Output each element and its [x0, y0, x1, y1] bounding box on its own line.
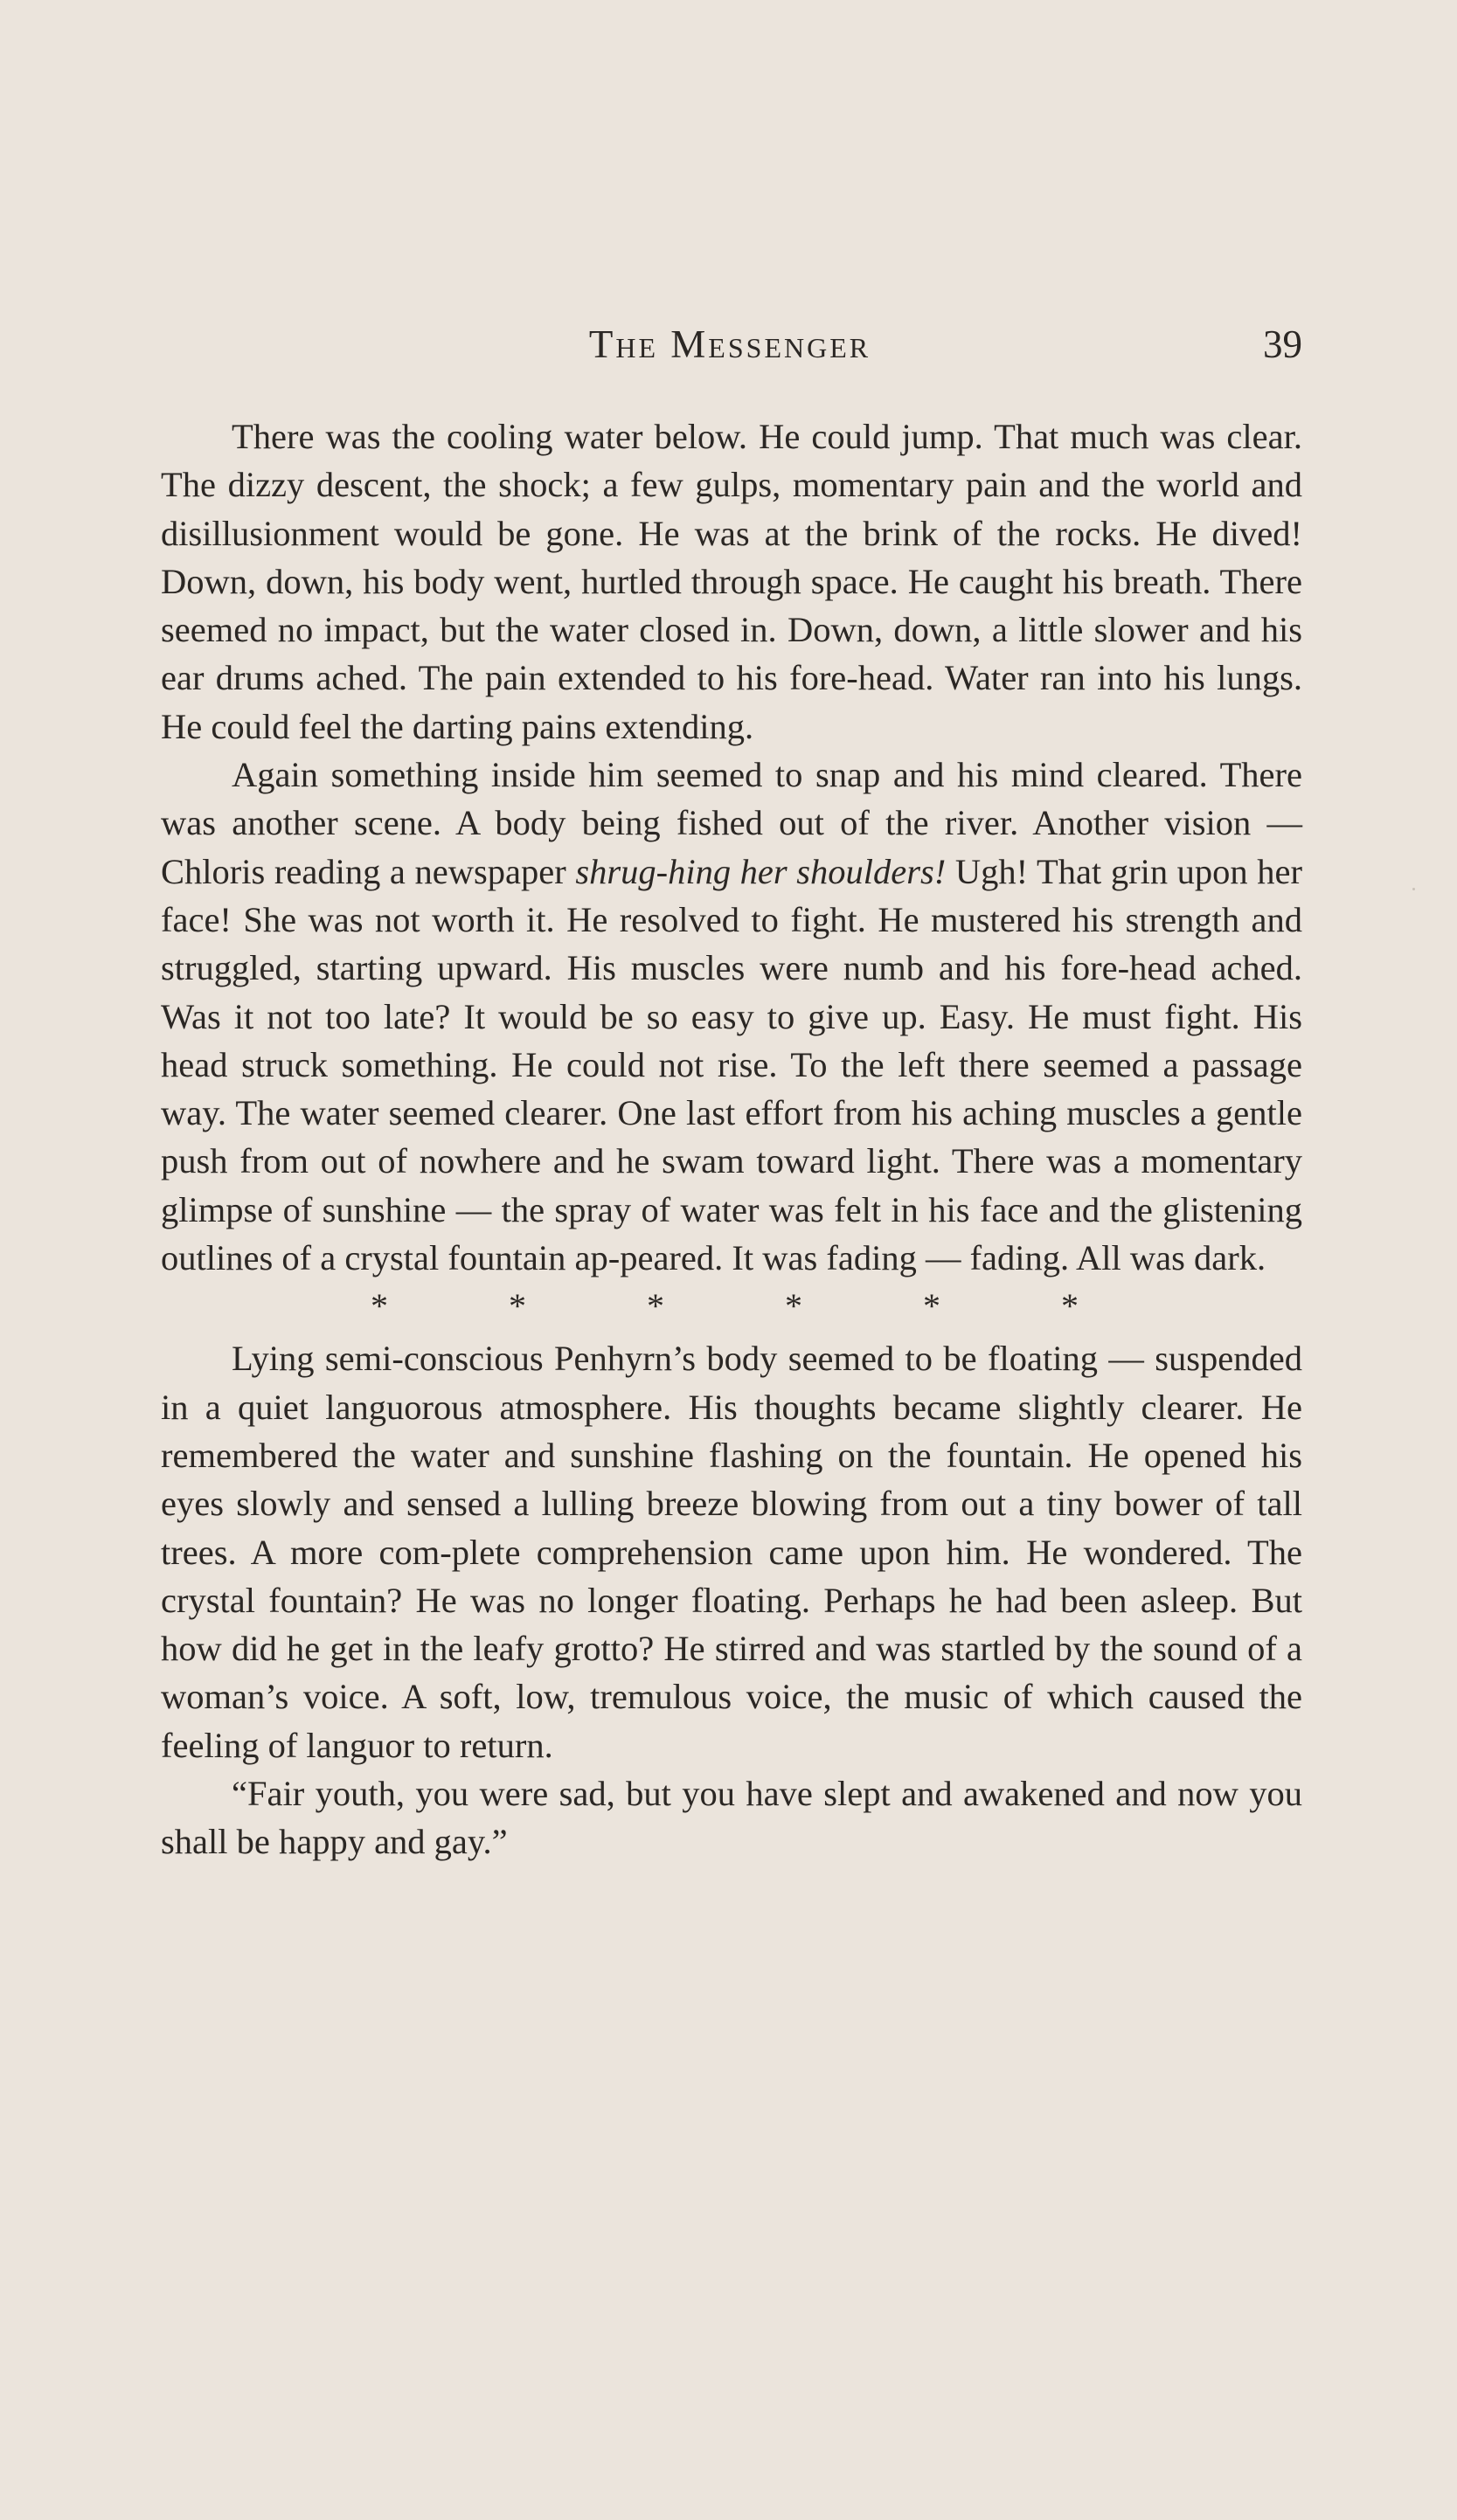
paragraph-1: There was the cooling water below. He could jump. That much was clear. The dizzy descent, the shock; a few gulps, momentary pain and the world and disillusionment would be gone. He was at the brink of the rocks. He dived! Down, down, his body went, hurtled through space. He caught his breath. There seemed no impact, but the water closed in. Down, down, a little slower and his ear drums ached. The pain extended to his fore-head. Water ran into his lungs. He could feel the darting pains extending. [161, 417, 1302, 746]
paragraph-2-text-end: Ugh! That grin upon her face! She was not worth it. He resolved to fight. He mustered his strength and struggled, starting upward. His muscles were numb and his fore-head ached. Was it not too late? It would be so easy to give up. Easy. He must fight. His head struck something. He could not rise. To the left there seemed a passage way. The water seemed clearer. One last effort from his aching muscles a gentle push from out of nowhere and he swam toward light. There was a momentary glimpse of sunshine — the spray of water was felt in his face and the glistening outlines of a crystal fountain ap-peared. It was fading — fading. All was dark. [161, 851, 1303, 1278]
section-separator [161, 1282, 1302, 1334]
paper-speck [1412, 888, 1415, 890]
body-text [161, 412, 1302, 1866]
running-title: The Messenger [588, 322, 871, 366]
separator-asterisk: * [923, 1286, 940, 1326]
page-header [157, 322, 1302, 374]
paragraph-4: “Fair youth, you were sad, but you have slept and awakened and now you shall be happy and gay.” [161, 1774, 1302, 1862]
separator-asterisk: * [1061, 1286, 1079, 1326]
page-number: 39 [1263, 322, 1302, 366]
separator-asterisk: * [509, 1286, 526, 1326]
separator-asterisk: * [647, 1286, 664, 1326]
paragraph-2-italic: shrug-hing her shoulders! [575, 851, 947, 891]
separator-asterisk: * [371, 1286, 388, 1326]
paragraph-2-text-start: Again something inside him seemed to snap and his mind cleared. There was another scene. A body being fished out of the river. Another vision — Chloris reading a newspaper [161, 755, 1302, 891]
separator-asterisk: * [785, 1286, 802, 1326]
paragraph-2 [161, 751, 1302, 1282]
paragraph-3: Lying semi-conscious Penhyrn’s body seemed to be floating — suspended in a quiet languorous atmosphere. His thoughts became slightly clearer. He remembered the water and sunshine flashing on the fountain. He opened his eyes slowly and sensed a lulling breeze blowing from out a tiny bower of tall trees. A more com-plete comprehension came upon him. He wondered. The crystal fountain? He was no longer floating. Perhaps he had been asleep. But how did he get in the leafy grotto? He stirred and was startled by the sound of a woman’s voice. A soft, low, tremulous voice, the music of which caused the feeling of languor to return. [161, 1339, 1302, 1765]
